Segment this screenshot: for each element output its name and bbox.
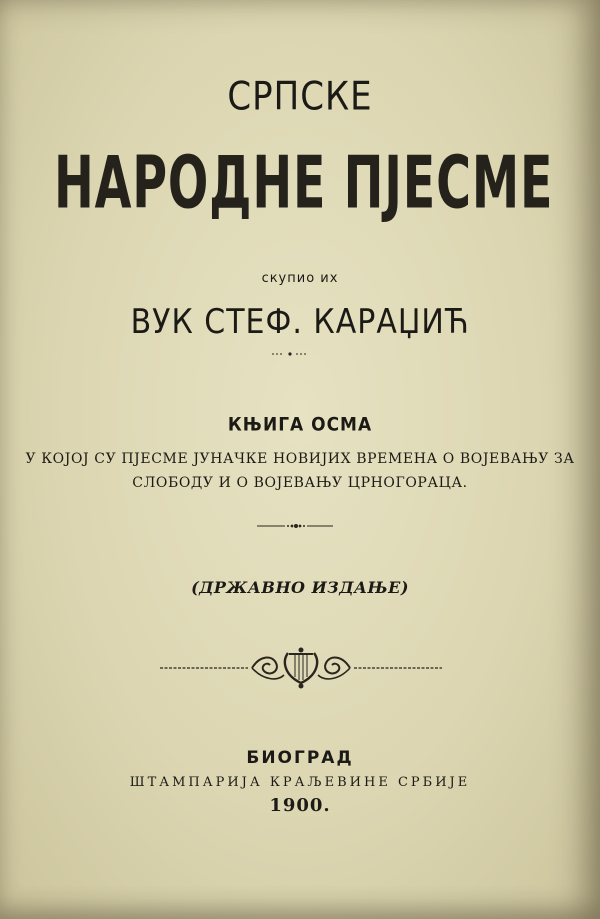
edition-note: (ДРЖАВНО ИЗДАЊЕ) <box>191 578 409 597</box>
book-number: КЊИГА ОСМА <box>227 414 373 436</box>
description-line-2: СЛОБОДУ И О ВОЈЕВАЊУ ЦРНОГОРАЦА. <box>132 475 468 491</box>
dotted-rule-ornament <box>255 522 335 530</box>
author-name: ВУК СТЕФ. КАРАЏИЋ <box>130 303 470 343</box>
imprint-year: 1900. <box>269 795 331 816</box>
title-line-1: СРПСКЕ <box>227 74 373 120</box>
lyre-ornament <box>160 645 442 691</box>
imprint-city: БИОГРАД <box>246 748 354 768</box>
description-line-1: У КОЈОЈ СУ ПЈЕСМЕ ЈУНАЧКЕ НОВИЈИХ ВРЕМЕНА О ВОЈЕВАЊУ ЗА <box>25 451 575 467</box>
collected-by-text: скупио их <box>261 271 339 286</box>
title-line-2: НАРОДНЕ ПЈЕСМЕ <box>54 140 554 225</box>
small-rule-ornament <box>270 351 310 357</box>
imprint-printer: ШТАМПАРИЈА КРАЉЕВИНЕ СРБИЈЕ <box>129 775 471 790</box>
